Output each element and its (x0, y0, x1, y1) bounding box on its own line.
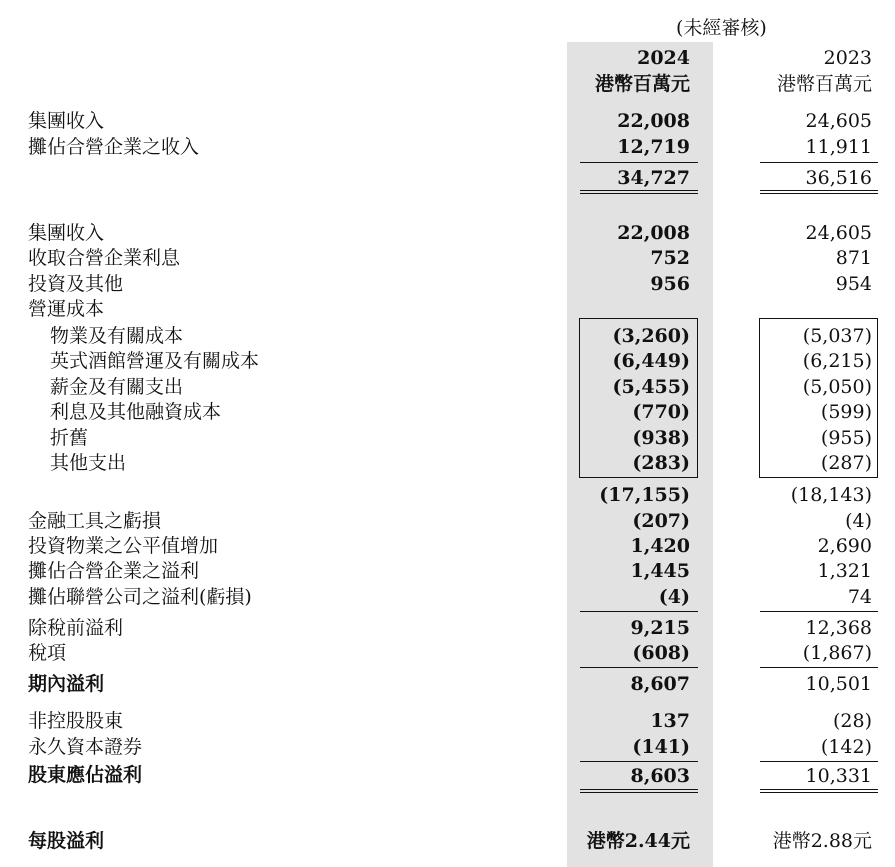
profit-shareholders-2024: 8,603 (630, 765, 690, 787)
profit-shareholders-2023: 10,331 (805, 765, 872, 787)
row-label: 金融工具之虧損 (28, 510, 162, 532)
cost-row-value-2024: (770) (632, 401, 690, 423)
cost-row-value-2023: (5,050) (802, 376, 872, 398)
eps-2023: 港幣2.88元 (772, 830, 872, 852)
row-value-2024: 1,445 (630, 560, 690, 582)
row-value-2023: 1,321 (817, 560, 872, 582)
cost-row-value-2024: (3,260) (612, 325, 690, 347)
row-value-2024: 22,008 (617, 110, 690, 132)
total-value-2023: 36,516 (805, 167, 872, 189)
cost-row-label: 英式酒館營運及有關成本 (50, 350, 260, 372)
unaudited-label: (未經審核) (676, 17, 767, 39)
cost-row-value-2023: (6,215) (802, 350, 872, 372)
unit-2024-header: 港幣百萬元 (594, 73, 690, 95)
row-label: 非控股股東 (28, 710, 124, 732)
row-label: 攤佔合營企業之溢利 (28, 560, 200, 582)
cost-row-value-2023: (5,037) (802, 325, 872, 347)
row-value-2023: (142) (820, 736, 872, 758)
year-2023-header: 2023 (823, 47, 872, 69)
row-label: 永久資本證券 (28, 736, 143, 758)
row-value-2023: (4) (845, 510, 872, 532)
eps-label: 每股溢利 (28, 830, 105, 852)
row-value-2024: 9,215 (630, 617, 690, 639)
row-label: 攤佔合營企業之收入 (28, 136, 200, 158)
row-value-2023: (28) (832, 710, 872, 732)
row-value-2023: 12,368 (805, 617, 872, 639)
row-value-2023: 2,690 (817, 535, 872, 557)
eps-2024: 港幣2.44元 (586, 830, 690, 852)
row-value-2024: (608) (632, 642, 690, 664)
profit-period-label: 期內溢利 (28, 673, 105, 695)
operating-cost-total-2024: (17,155) (599, 484, 690, 506)
row-label: 集團收入 (28, 222, 105, 244)
row-value-2023: 871 (835, 247, 872, 269)
subtotal-rule-2023 (760, 667, 878, 668)
cost-row-value-2023: (955) (820, 427, 872, 449)
subtotal-rule-2024 (580, 611, 698, 612)
row-label: 投資物業之公平值增加 (28, 535, 219, 557)
row-value-2024: 956 (650, 273, 690, 295)
cost-row-value-2024: (938) (632, 427, 690, 449)
subtotal-rule-2024 (580, 761, 698, 762)
row-value-2024: 12,719 (617, 136, 690, 158)
row-value-2024: (207) (632, 510, 690, 532)
total-double-rule-2024 (580, 190, 698, 194)
total-value-2024: 34,727 (617, 167, 690, 189)
row-value-2024: 752 (650, 247, 690, 269)
row-value-2023: 24,605 (805, 110, 872, 132)
subtotal-rule-2023 (760, 761, 878, 762)
subtotal-rule-2023 (760, 162, 878, 163)
cost-row-value-2024: (5,455) (612, 376, 690, 398)
cost-row-label: 利息及其他融資成本 (50, 401, 222, 423)
subtotal-rule-2024 (580, 667, 698, 668)
row-value-2024: 137 (650, 710, 690, 732)
cost-row-value-2023: (287) (820, 452, 872, 474)
unit-2023-header: 港幣百萬元 (776, 73, 872, 95)
row-value-2023: 11,911 (805, 136, 872, 158)
profit-shareholders-label: 股東應佔溢利 (28, 764, 143, 786)
operating-cost-heading: 營運成本 (28, 298, 105, 320)
subtotal-rule-2023 (760, 611, 878, 612)
row-value-2024: (141) (632, 736, 690, 758)
row-value-2023: 24,605 (805, 222, 872, 244)
total-double-rule-2023 (760, 190, 878, 194)
row-value-2023: 74 (847, 586, 872, 608)
cost-row-value-2023: (599) (820, 401, 872, 423)
row-value-2023: 954 (835, 273, 872, 295)
cost-row-label: 其他支出 (50, 452, 127, 474)
subtotal-rule-2024 (580, 162, 698, 163)
operating-cost-total-2023: (18,143) (790, 484, 872, 506)
row-label: 稅項 (28, 642, 67, 664)
cost-row-value-2024: (283) (632, 452, 690, 474)
year-2024-header: 2024 (637, 47, 690, 69)
row-value-2023: (1,867) (802, 642, 872, 664)
row-label: 除稅前溢利 (28, 617, 124, 639)
row-value-2024: 22,008 (617, 222, 690, 244)
row-label: 攤佔聯營公司之溢利(虧損) (28, 586, 252, 608)
cost-row-value-2024: (6,449) (612, 350, 690, 372)
cost-row-label: 物業及有關成本 (50, 325, 184, 347)
row-value-2024: 1,420 (630, 535, 690, 557)
cost-row-label: 薪金及有關支出 (50, 376, 184, 398)
profit-period-2024: 8,607 (630, 673, 690, 695)
cost-row-label: 折舊 (50, 427, 89, 449)
row-label: 收取合營企業利息 (28, 247, 181, 269)
total-double-rule-2024 (580, 789, 698, 793)
row-label: 投資及其他 (28, 273, 124, 295)
total-double-rule-2023 (760, 789, 878, 793)
row-value-2024: (4) (658, 586, 690, 608)
row-label: 集團收入 (28, 110, 105, 132)
profit-period-2023: 10,501 (805, 673, 872, 695)
